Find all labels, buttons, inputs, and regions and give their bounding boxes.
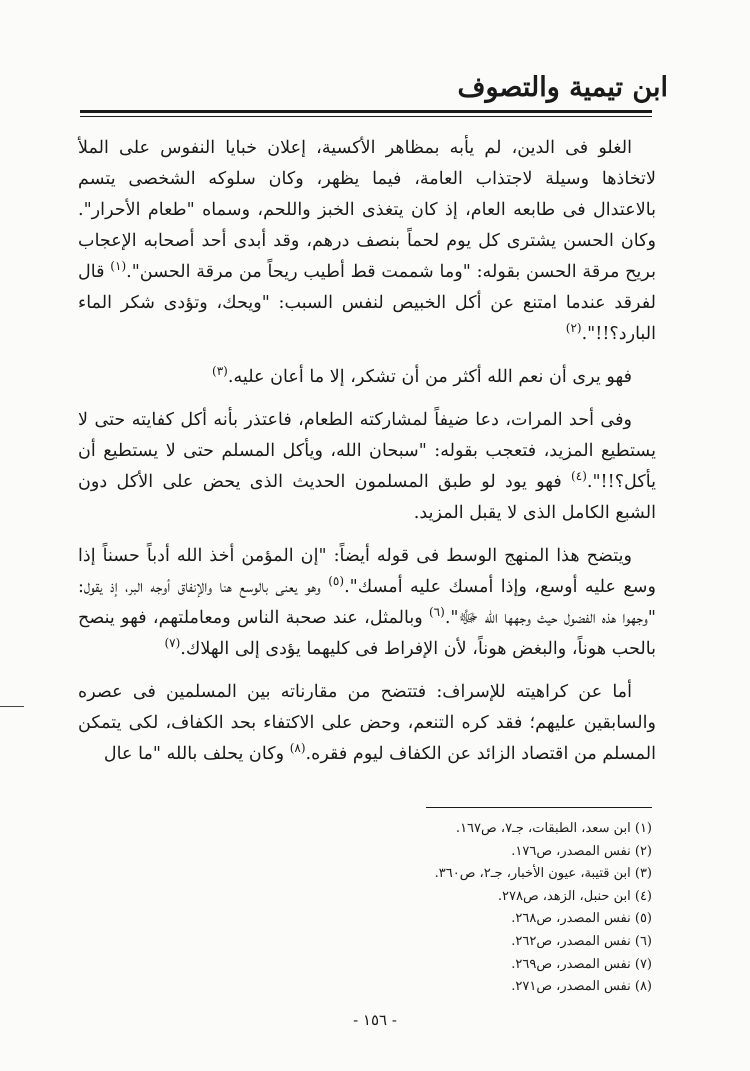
footnote-reference: (٥) — [328, 574, 345, 589]
footnote-reference: (٧) — [164, 636, 181, 651]
footnote-entry: (٣) ابن قتيبة، عيون الأخبار، جـ٢، ص٣٦٠. — [434, 866, 652, 882]
paragraph-text: ويتضح هذا المنهج الوسط فى قوله أيضاً: "إن المؤمن أخذ الله أدباً حسناً إذا وسع عليه أوسع، وإذا أمسك عليه أمسك". — [78, 546, 656, 597]
footnote-entry: (٤) ابن حنبل، الزهد، ص٢٧٨. — [497, 888, 652, 904]
footnote-reference: (٨) — [289, 741, 306, 756]
paragraph-text: فهو يود لو طبق المسلمون الحديث الذى يحض على الأكل دون الشبع الكامل الذى لا يقبل المزيد. — [78, 472, 656, 523]
body-text — [78, 133, 656, 782]
paragraph-text: قال لفرقد عندما امتنع عن أكل الخبيص لنفس السبب: "ويحك، وتؤدى شكر الماء البارد؟!!". — [78, 262, 656, 344]
header-rule-thick — [80, 110, 652, 113]
paragraph-text: وفى أحد المرات، دعا ضيفاً لمشاركته الطعام، فاعتذر بأنه أكل كفايته حتى لا يستطيع المزيد، فتعجب بقوله: "سبحان الله، ويأكل المسلم حتى لا يستطيع أن يأكل؟!!". — [78, 410, 656, 492]
footnote-reference: (٢) — [565, 321, 582, 336]
page-number: - ١٥٦ - — [353, 1011, 397, 1029]
paragraph — [78, 362, 656, 393]
paragraph-text: الغلو فى الدين، لم يأبه بمظاهر الأكسية، إعلان خبايا النفوس على الملأ لاتخاذها وسيلة لاجتذاب العامة، فيما يظهر، وكان سلوكه الشخصى يتسم بالاعتدال فى طابعه العام، إذ كان يتغذى الخبز واللحم، وسماه "طعام الأحرار". وكان الحسن يشترى كل يوم لحماً بنصف درهم، وقد أبدى أحد أصحابه الإعجاب بريح مرقة الحسن بقوله: "وما شممت قط أطيب ريحاً من مرقة الحسن". — [78, 138, 656, 282]
footnote-entry: (٧) نفس المصدر، ص٢٦٩. — [511, 956, 652, 972]
footnote-entry: (٦) نفس المصدر، ص٢٦٢. — [511, 933, 652, 949]
paragraph — [78, 541, 656, 665]
footnote-entry: (٥) نفس المصدر، ص٢٦٨. — [511, 911, 652, 927]
footnote-reference: (١) — [110, 259, 127, 274]
paragraph-text: وهو يعنى بالوسع هنا والإنفاق أوجه البر، إذ يقول: "وجهوا هذه الفضول حيث وجهها الله ﷻ". — [78, 577, 656, 628]
paragraph-text: فهو يرى أن نعم الله أكثر من أن تشكر، إلا ما أعان عليه. — [227, 367, 632, 387]
paragraph — [78, 133, 656, 350]
footnote-entry: (٨) نفس المصدر، ص٢٧١. — [511, 979, 652, 995]
paragraph — [78, 405, 656, 529]
paragraph-text: وبالمثل، عند صحبة الناس ومعاملتهم، فهو ينصح بالحب هوناً، والبغض هوناً، لأن الإفراط فى كليهما يؤدى إلى الهلاك. — [78, 608, 656, 659]
header-rule-thin — [80, 116, 652, 117]
footnotes — [332, 818, 652, 999]
margin-mark — [0, 706, 24, 707]
footnote-reference: (٤) — [571, 469, 587, 484]
running-header-title: ابن تيمية والتصوف — [457, 72, 668, 103]
footnote-reference: (٦) — [428, 605, 445, 620]
footnote-reference: (٣) — [212, 364, 228, 379]
paragraph-text: أما عن كراهيته للإسراف: فتتضح من مقارناته بين المسلمين فى عصره والسابقين عليهم؛ فقد كره التنعم، وحض على الاكتفاء بحد الكفاف، لكى يتمكن المسلم من اقتصاد الزائد عن الكفاف ليوم فقره. — [78, 682, 656, 764]
footnote-entry: (٢) نفس المصدر، ص١٧٦. — [511, 843, 652, 859]
paragraph-text: وكان يحلف بالله "ما عال — [103, 744, 290, 764]
footnote-separator — [426, 807, 652, 808]
paragraph — [78, 677, 656, 770]
footnote-entry: (١) ابن سعد، الطبقات، جـ٧، ص١٦٧. — [455, 821, 652, 836]
